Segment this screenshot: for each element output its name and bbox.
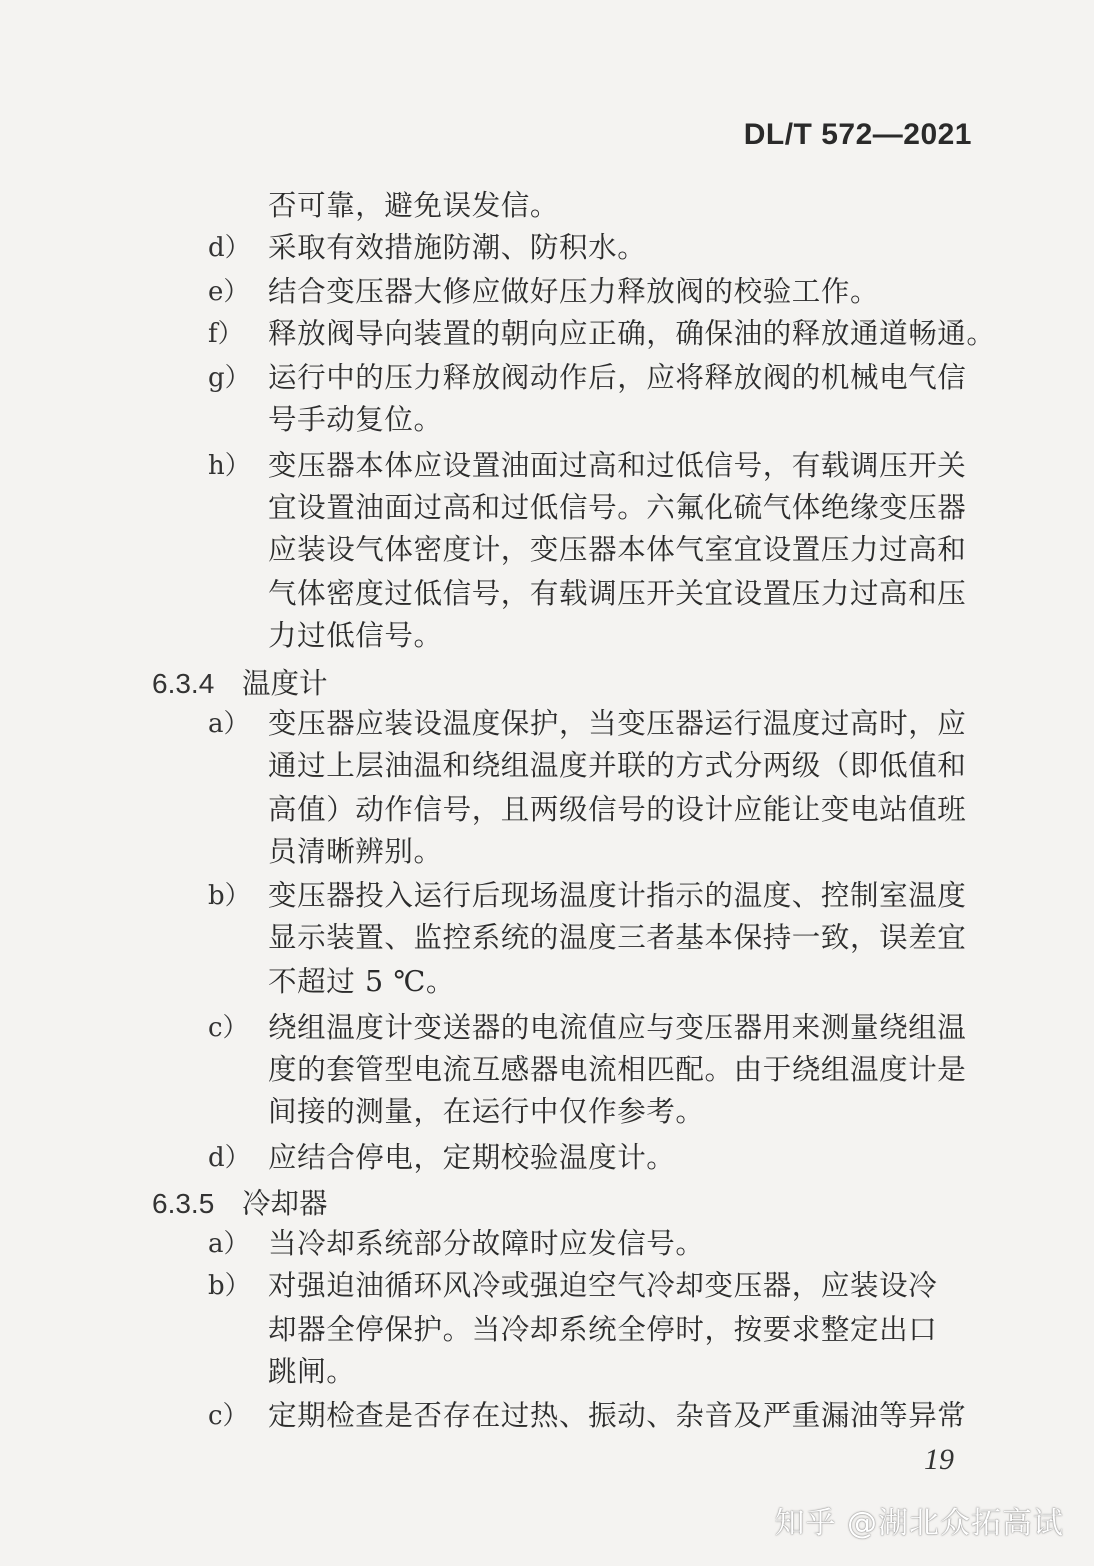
paragraph-line: 采取有效措施防潮、防积水。 xyxy=(268,231,647,264)
paragraph-line: 却器全停保护。当冷却系统全停时，按要求整定出口 xyxy=(268,1313,938,1346)
paragraph-line: 号手动复位。 xyxy=(268,403,443,436)
watermark: 知乎 @湖北众拓高试 xyxy=(774,1506,1064,1541)
paragraph-line: 显示装置、监控系统的温度三者基本保持一致，误差宜 xyxy=(268,921,967,954)
list-marker xyxy=(208,1352,264,1392)
list-marker: a） xyxy=(208,709,250,739)
list-marker: a） xyxy=(208,1229,250,1259)
standard-code: DL/T 572—2021 xyxy=(743,118,972,151)
section-number: 6.3.4 xyxy=(152,668,215,699)
paragraph-line: 度的套管型电流互感器电流相匹配。由于绕组温度计是 xyxy=(268,1053,967,1086)
paragraph-line: 否可靠，避免误发信。 xyxy=(268,189,560,222)
paragraph-line: 员清晰辨别。 xyxy=(268,835,443,868)
list-marker xyxy=(208,186,264,226)
list-marker: b） xyxy=(208,1271,251,1301)
paragraph-line: 定期检查是否存在过热、振动、杂音及严重漏油等异常 xyxy=(268,1399,967,1432)
paragraph-line: 变压器本体应设置油面过高和过低信号，有载调压开关 xyxy=(268,449,967,482)
list-marker xyxy=(208,400,264,440)
paragraph-line: 应装设气体密度计，变压器本体气室宜设置压力过高和 xyxy=(268,533,967,566)
paragraph-line: 通过上层油温和绕组温度并联的方式分两级（即低值和 xyxy=(268,749,967,782)
paragraph-line: 不超过 5 ℃。 xyxy=(268,965,455,998)
list-marker xyxy=(208,1050,264,1090)
list-marker: f） xyxy=(208,319,244,349)
page-number: 19 xyxy=(924,1443,954,1476)
list-marker: d） xyxy=(208,233,251,263)
paragraph-line: 间接的测量，在运行中仅作参考。 xyxy=(268,1095,705,1128)
list-marker: c） xyxy=(208,1013,249,1043)
list-marker: g） xyxy=(208,363,251,393)
list-marker xyxy=(208,530,264,570)
paragraph-line: 变压器投入运行后现场温度计指示的温度、控制室温度 xyxy=(268,879,967,912)
list-marker xyxy=(208,574,264,614)
list-marker: b） xyxy=(208,881,251,911)
list-marker xyxy=(208,1092,264,1132)
paragraph-line: 结合变压器大修应做好压力释放阀的校验工作。 xyxy=(268,275,880,308)
list-marker: h） xyxy=(208,451,251,481)
paragraph-line: 对强迫油循环风冷或强迫空气冷却变压器，应装设冷 xyxy=(268,1269,938,1302)
paragraph-line: 气体密度过低信号，有载调压开关宜设置压力过高和压 xyxy=(268,577,967,610)
section-title: 冷却器 xyxy=(242,1187,328,1220)
paragraph-line: 当冷却系统部分故障时应发信号。 xyxy=(268,1227,705,1260)
list-marker xyxy=(208,746,264,786)
paragraph-line: 应结合停电，定期校验温度计。 xyxy=(268,1141,676,1174)
paragraph-line: 运行中的压力释放阀动作后，应将释放阀的机械电气信 xyxy=(268,361,967,394)
list-marker xyxy=(208,832,264,872)
list-marker: e） xyxy=(208,277,250,307)
list-marker xyxy=(208,1310,264,1350)
paragraph-line: 跳闸。 xyxy=(268,1355,356,1388)
section-number: 6.3.5 xyxy=(152,1188,215,1219)
list-marker xyxy=(208,918,264,958)
list-marker xyxy=(208,616,264,656)
paragraph-line: 力过低信号。 xyxy=(268,619,443,652)
paragraph-line: 变压器应装设温度保护，当变压器运行温度过高时，应 xyxy=(268,707,967,740)
paragraph-line: 释放阀导向装置的朝向应正确，确保油的释放通道畅通。 xyxy=(268,317,996,350)
paragraph-line: 绕组温度计变送器的电流值应与变压器用来测量绕组温 xyxy=(268,1011,967,1044)
list-marker: c） xyxy=(208,1401,249,1431)
list-marker xyxy=(208,488,264,528)
paragraph-line: 宜设置油面过高和过低信号。六氟化硫气体绝缘变压器 xyxy=(268,491,967,524)
list-marker xyxy=(208,790,264,830)
section-title: 温度计 xyxy=(242,667,328,700)
paragraph-line: 高值）动作信号，且两级信号的设计应能让变电站值班 xyxy=(268,793,967,826)
list-marker xyxy=(208,962,264,1002)
list-marker: d） xyxy=(208,1143,251,1173)
